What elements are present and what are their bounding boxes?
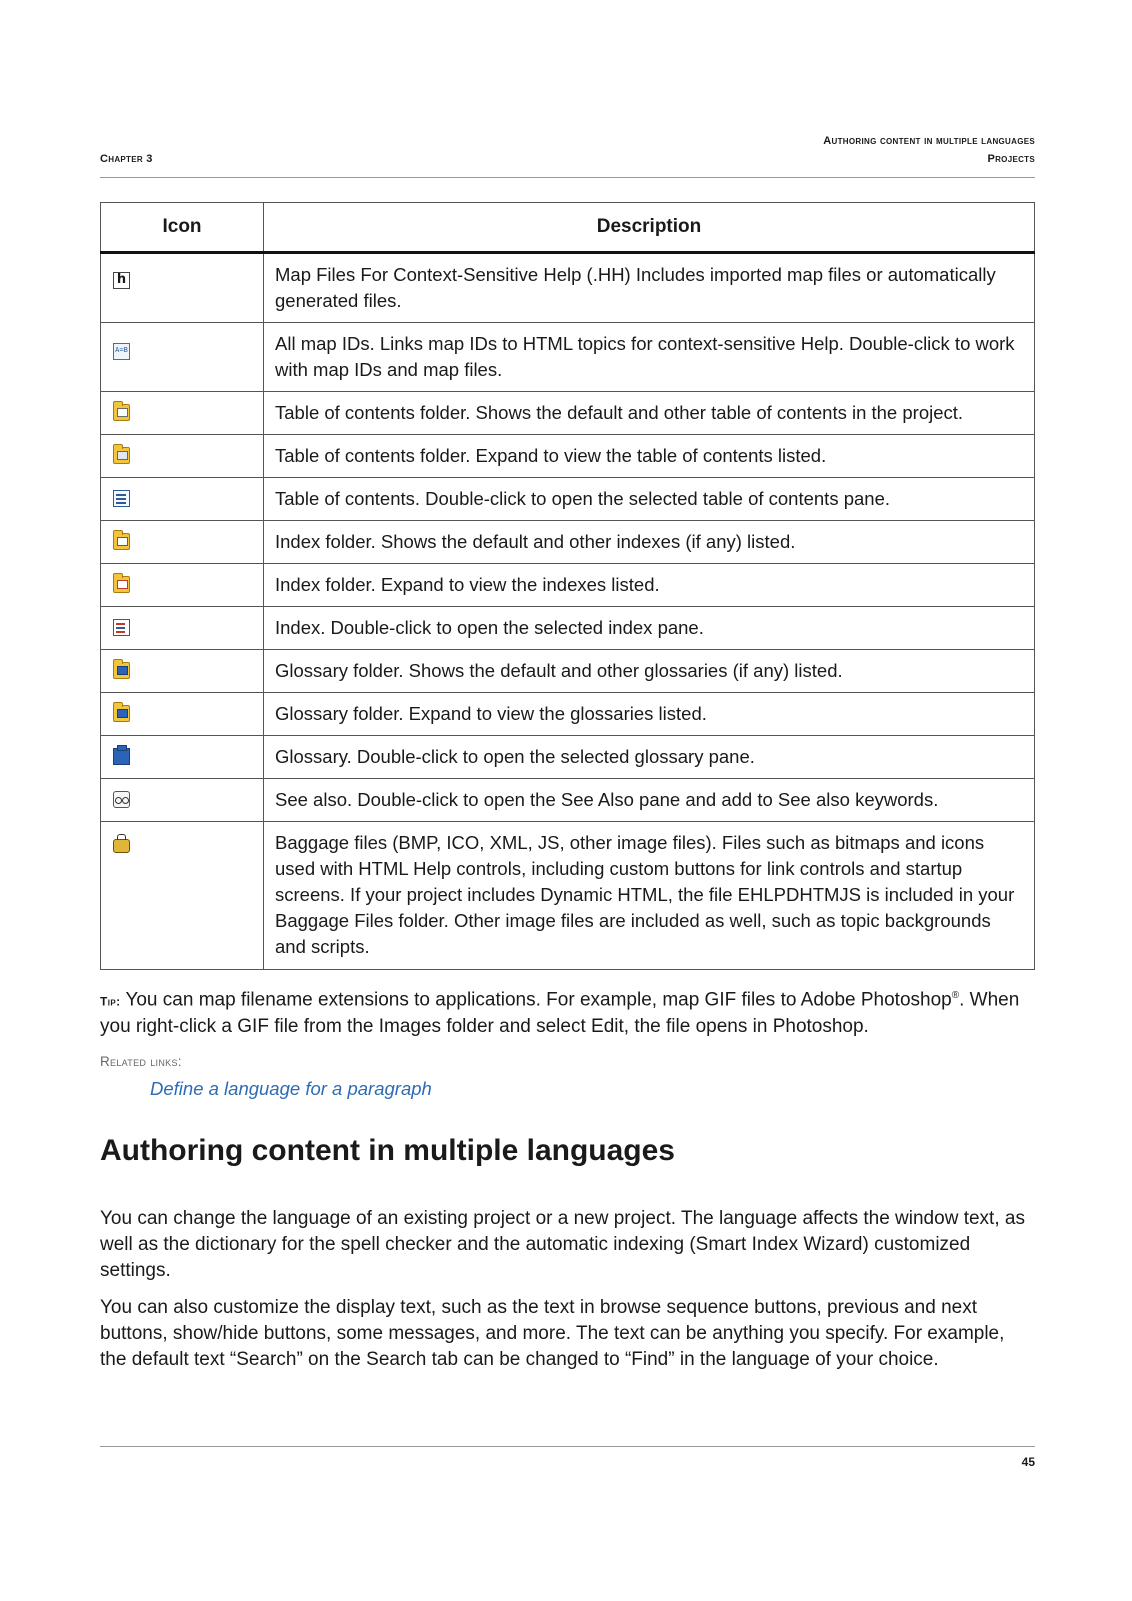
table-row [101,323,1035,392]
row-description: Table of contents folder. Shows the default and other table of contents in the project. [264,392,1035,435]
glossary-icon [113,748,130,765]
section-title: Authoring content in multiple languages [823,135,1035,147]
tip-text-after: . When you right-click a GIF file from the Images folder and select Edit, the file opens in Photoshop. [100,989,1020,1038]
header-divider [100,177,1035,178]
toc-folder-closed-icon [113,447,130,464]
see-also-icon [113,791,130,808]
toc-folder-open-icon [113,404,130,421]
subsection-title: Projects [987,153,1035,165]
table-row [101,822,1035,970]
table-row [101,650,1035,693]
body-paragraph: You can also customize the display text, such as the text in browse sequence buttons, previous and next buttons, show/hide buttons, some messages, and more. The text can be anything you specify. For example, the default text “Search” on the Search tab can be changed to “Find” in the language of your choice. [100,1297,1005,1370]
table-row [101,521,1035,564]
row-description: Glossary folder. Expand to view the glossaries listed. [264,693,1035,736]
index-folder-closed-icon [113,576,130,593]
table-row [101,779,1035,822]
table-row [101,607,1035,650]
registered-mark: ® [951,990,960,1001]
tip-text-before: You can map filename extensions to applications. For example, map GIF files to Adobe Photoshop [125,989,952,1011]
row-description: Index folder. Shows the default and other indexes (if any) listed. [264,521,1035,564]
related-link-define-language[interactable]: Define a language for a paragraph [150,1078,432,1099]
glossary-folder-closed-icon [113,705,130,722]
header-right [823,132,1035,168]
section-heading: Authoring content in multiple languages [100,1134,675,1167]
tip-note [100,983,1035,1040]
page-number: 45 [1021,1455,1035,1469]
map-ids-icon: A=B [113,343,130,360]
index-icon [113,619,130,636]
table-row [101,392,1035,435]
row-description: Glossary folder. Shows the default and other glossaries (if any) listed. [264,650,1035,693]
row-description: Index folder. Expand to view the indexes listed. [264,564,1035,607]
column-header-description: Description [264,203,1035,253]
tip-label: Tip: [100,994,121,1009]
table-row [101,435,1035,478]
row-description: Baggage files (BMP, ICO, XML, JS, other image files). Files such as bitmaps and icons used with HTML Help controls, including custom buttons for link controls and startup screens. If your project includes Dynamic HTML, the file EHLPDHTMJS is included in your Baggage Files folder. Other image files are included as well, such as topic backgrounds and scripts. [264,822,1035,970]
index-folder-open-icon [113,533,130,550]
body-paragraph: You can change the language of an existing project or a new project. The language affects the window text, as well as the dictionary for the spell checker and the automatic indexing (Smart Index Wizard) customized settings. [100,1208,1025,1281]
toc-icon [113,490,130,507]
help-map-file-icon: h [113,272,130,289]
table-row [101,253,1035,323]
glossary-folder-open-icon [113,662,130,679]
baggage-files-icon [113,839,130,853]
chapter-label: Chapter 3 [100,153,153,165]
footer-divider [100,1446,1035,1447]
row-description: See also. Double-click to open the See Also pane and add to See also keywords. [264,779,1035,822]
row-description: Map Files For Context-Sensitive Help (.HH) Includes imported map files or automatically generated files. [264,253,1035,323]
row-description: Table of contents. Double-click to open the selected table of contents pane. [264,478,1035,521]
row-description: All map IDs. Links map IDs to HTML topics for context-sensitive Help. Double-click to work with map IDs and map files. [264,323,1035,392]
related-links-label: Related links: [100,1054,182,1069]
row-description: Glossary. Double-click to open the selected glossary pane. [264,736,1035,779]
table-header-row [101,203,1035,253]
row-description: Table of contents folder. Expand to view the table of contents listed. [264,435,1035,478]
table-row [101,564,1035,607]
icon-description-table [100,202,1035,970]
table-row [101,478,1035,521]
table-row [101,736,1035,779]
table-row [101,693,1035,736]
row-description: Index. Double-click to open the selected index pane. [264,607,1035,650]
column-header-icon: Icon [101,203,264,253]
